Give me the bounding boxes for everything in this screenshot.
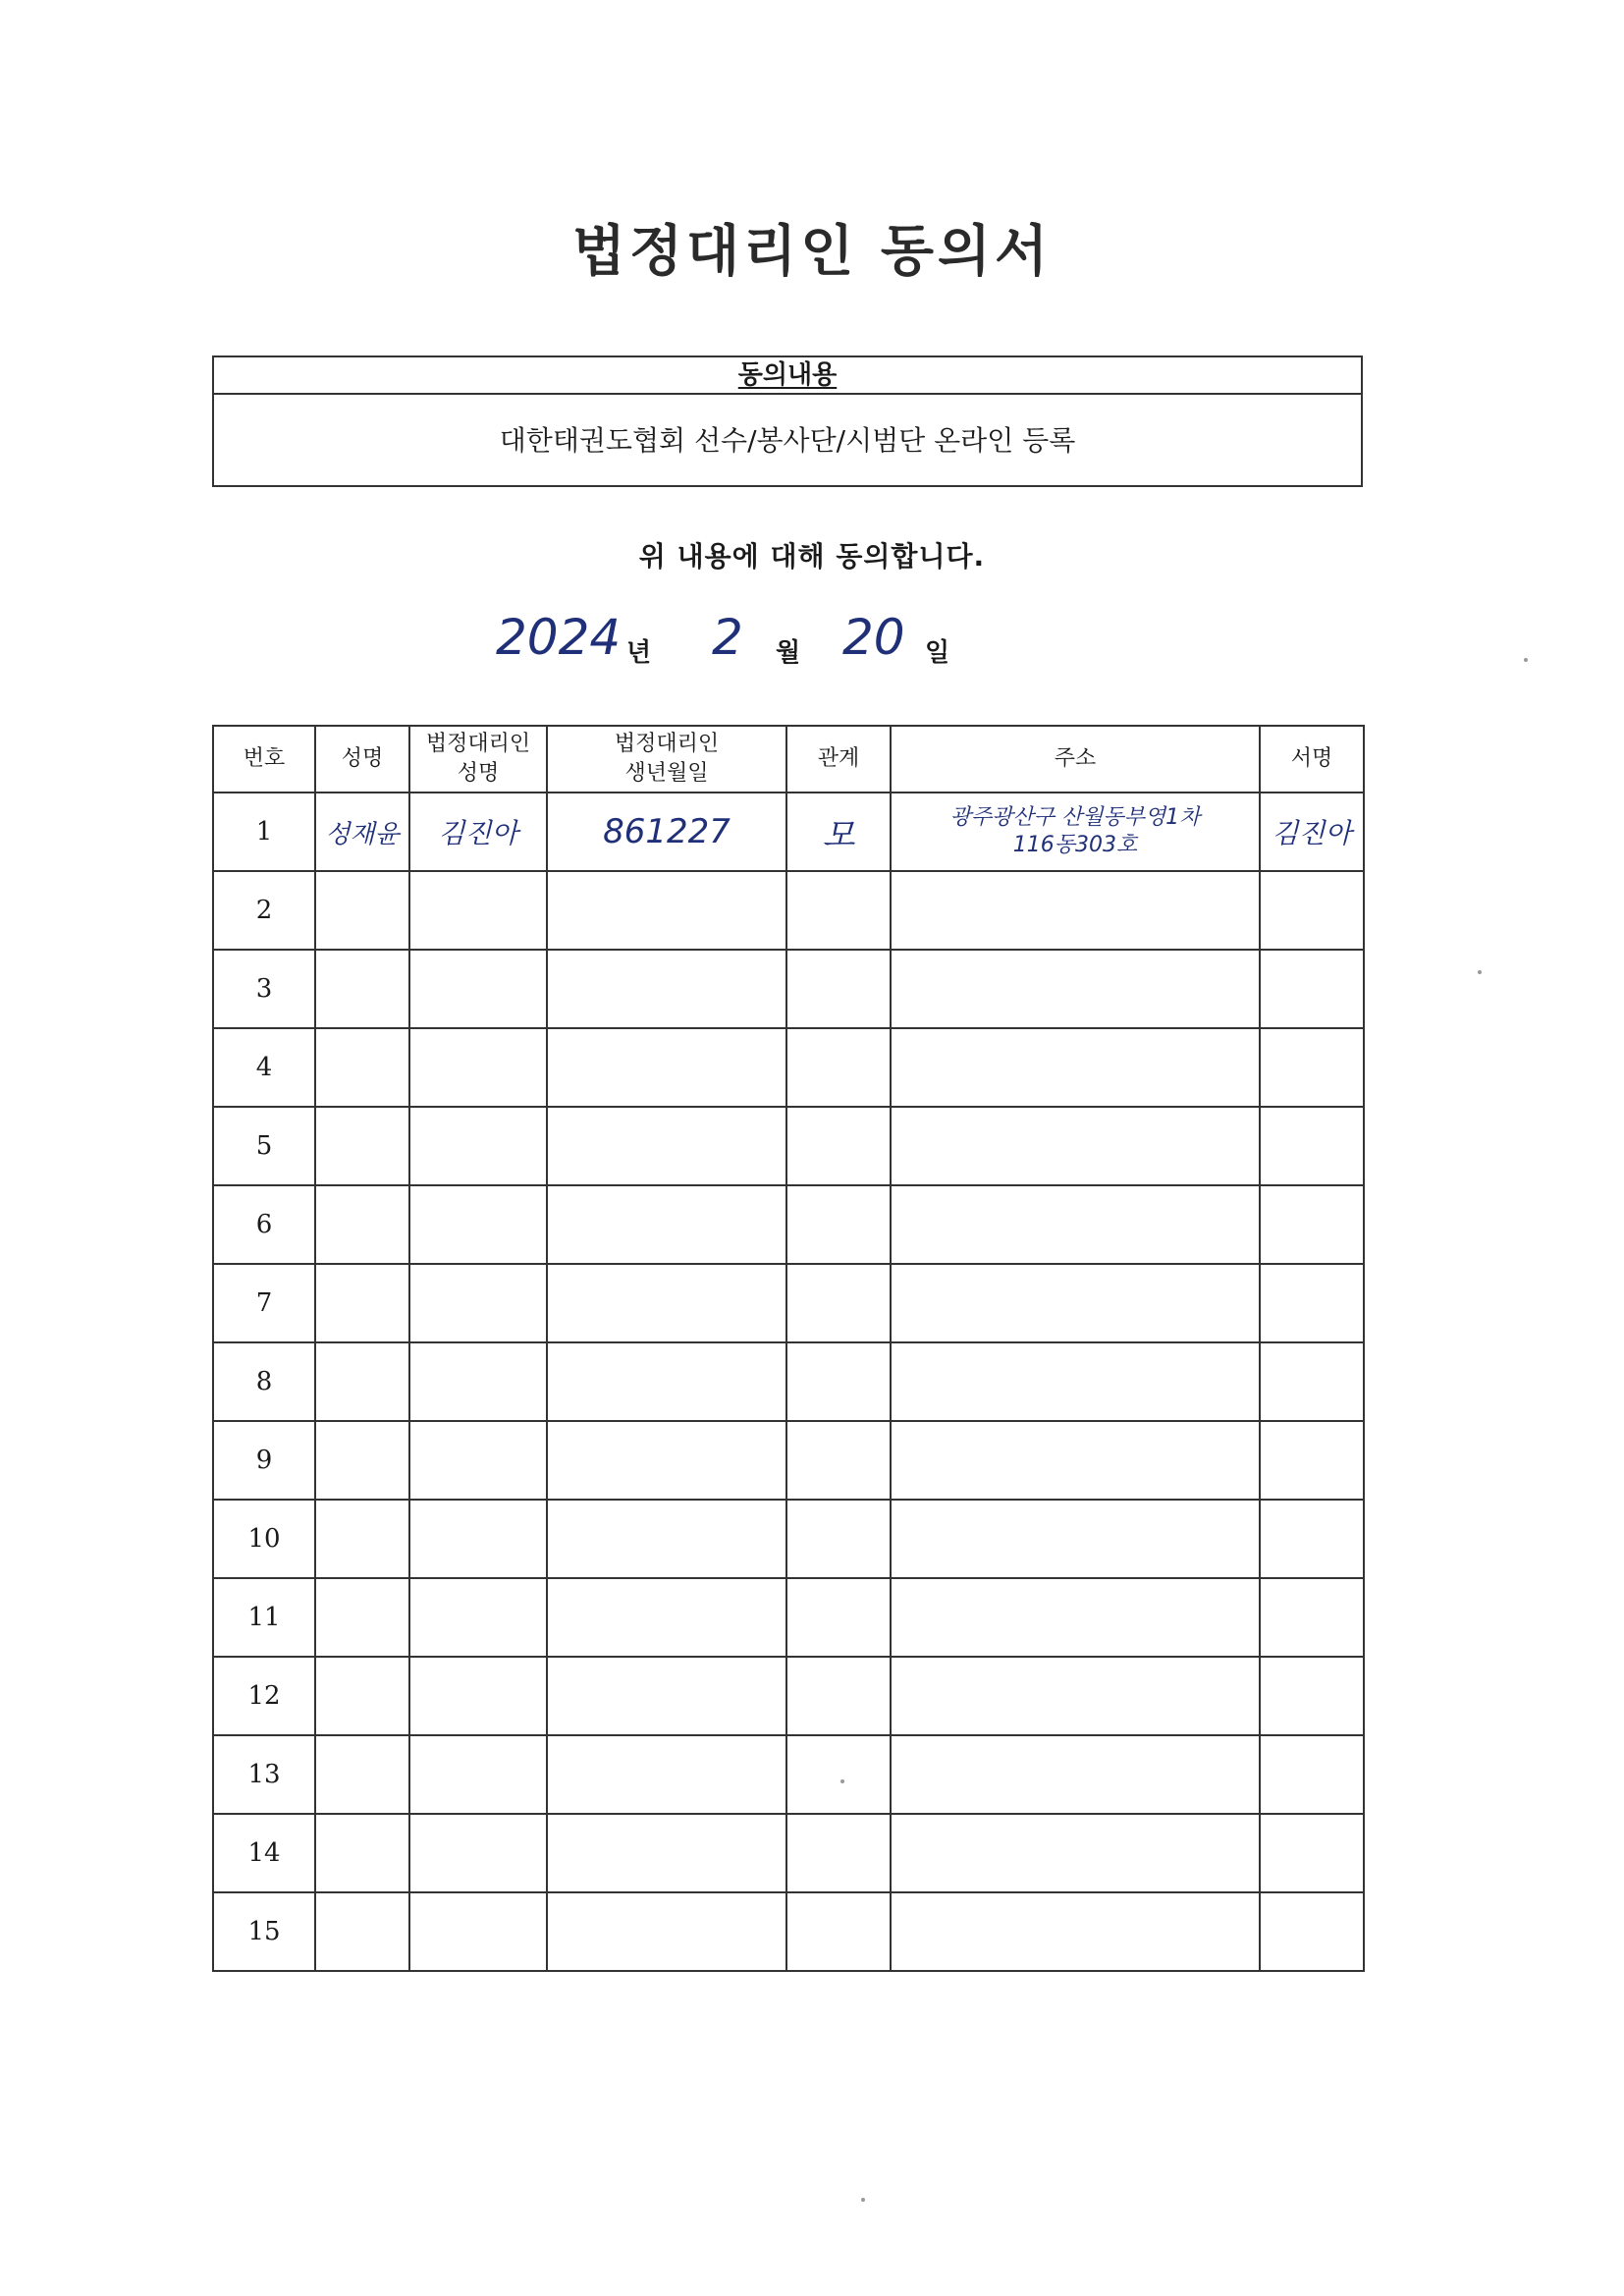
scan-speck <box>1478 970 1482 974</box>
table-header-row <box>213 726 1364 793</box>
date-year: 2024 <box>496 609 622 666</box>
scan-speck <box>861 2198 865 2202</box>
cell-number: 7 <box>213 1264 315 1342</box>
table-row <box>213 1107 1364 1185</box>
consent-box-body: 대한태권도협회 선수/봉사단/시범단 온라인 등록 <box>499 424 1076 457</box>
date-month-unit: 월 <box>776 638 801 668</box>
cell-number: 2 <box>213 871 315 950</box>
table-row <box>213 1028 1364 1107</box>
guardian-table <box>212 725 1365 1972</box>
cell-signature: 김진아 <box>1260 793 1364 871</box>
table-row <box>213 1735 1364 1814</box>
table-row <box>213 1657 1364 1735</box>
cell-number: 13 <box>213 1735 315 1814</box>
cell-number: 4 <box>213 1028 315 1107</box>
cell-name: 성재윤 <box>315 793 409 871</box>
table-row <box>213 793 1364 871</box>
cell-number: 12 <box>213 1657 315 1735</box>
cell-number: 11 <box>213 1578 315 1657</box>
cell-number: 5 <box>213 1107 315 1185</box>
table-row <box>213 1185 1364 1264</box>
header-number: 번호 <box>213 726 315 793</box>
agreement-statement: 위 내용에 대해 동의합니다. <box>638 540 986 573</box>
consent-box-header-text: 동의내용 <box>737 360 838 390</box>
header-guardian-name: 법정대리인 성명 <box>409 726 547 793</box>
cell-guardian-name: 김진아 <box>409 793 547 871</box>
header-guardian-birth: 법정대리인 생년월일 <box>547 726 786 793</box>
date-day: 20 <box>842 609 905 666</box>
header-name: 성명 <box>315 726 409 793</box>
scan-speck <box>840 1779 844 1783</box>
table-row <box>213 1342 1364 1421</box>
table-row <box>213 871 1364 950</box>
cell-number: 8 <box>213 1342 315 1421</box>
date-day-unit: 일 <box>925 638 950 668</box>
cell-address: 광주광산구 산월동부영1차 116동303호 <box>891 793 1260 871</box>
table-row <box>213 950 1364 1028</box>
cell-number: 10 <box>213 1500 315 1578</box>
date-year-unit: 년 <box>626 638 652 668</box>
date-month: 2 <box>712 609 743 666</box>
cell-number: 15 <box>213 1892 315 1971</box>
date-line <box>0 609 1624 678</box>
table-row <box>213 1814 1364 1892</box>
scan-speck <box>1524 658 1528 662</box>
consent-box-header <box>214 357 1361 395</box>
document-title: 법정대리인 동의서 <box>571 220 1053 284</box>
cell-number: 1 <box>213 793 315 871</box>
table-row <box>213 1892 1364 1971</box>
cell-number: 14 <box>213 1814 315 1892</box>
table-row <box>213 1500 1364 1578</box>
cell-guardian-birth: 861227 <box>547 793 786 871</box>
cell-relation: 모 <box>786 793 891 871</box>
table-row <box>213 1421 1364 1500</box>
cell-number: 6 <box>213 1185 315 1264</box>
cell-number: 3 <box>213 950 315 1028</box>
header-signature: 서명 <box>1260 726 1364 793</box>
consent-content-box <box>212 355 1363 487</box>
header-address: 주소 <box>891 726 1260 793</box>
table-row <box>213 1264 1364 1342</box>
table-row <box>213 1578 1364 1657</box>
header-relation: 관계 <box>786 726 891 793</box>
cell-number: 9 <box>213 1421 315 1500</box>
